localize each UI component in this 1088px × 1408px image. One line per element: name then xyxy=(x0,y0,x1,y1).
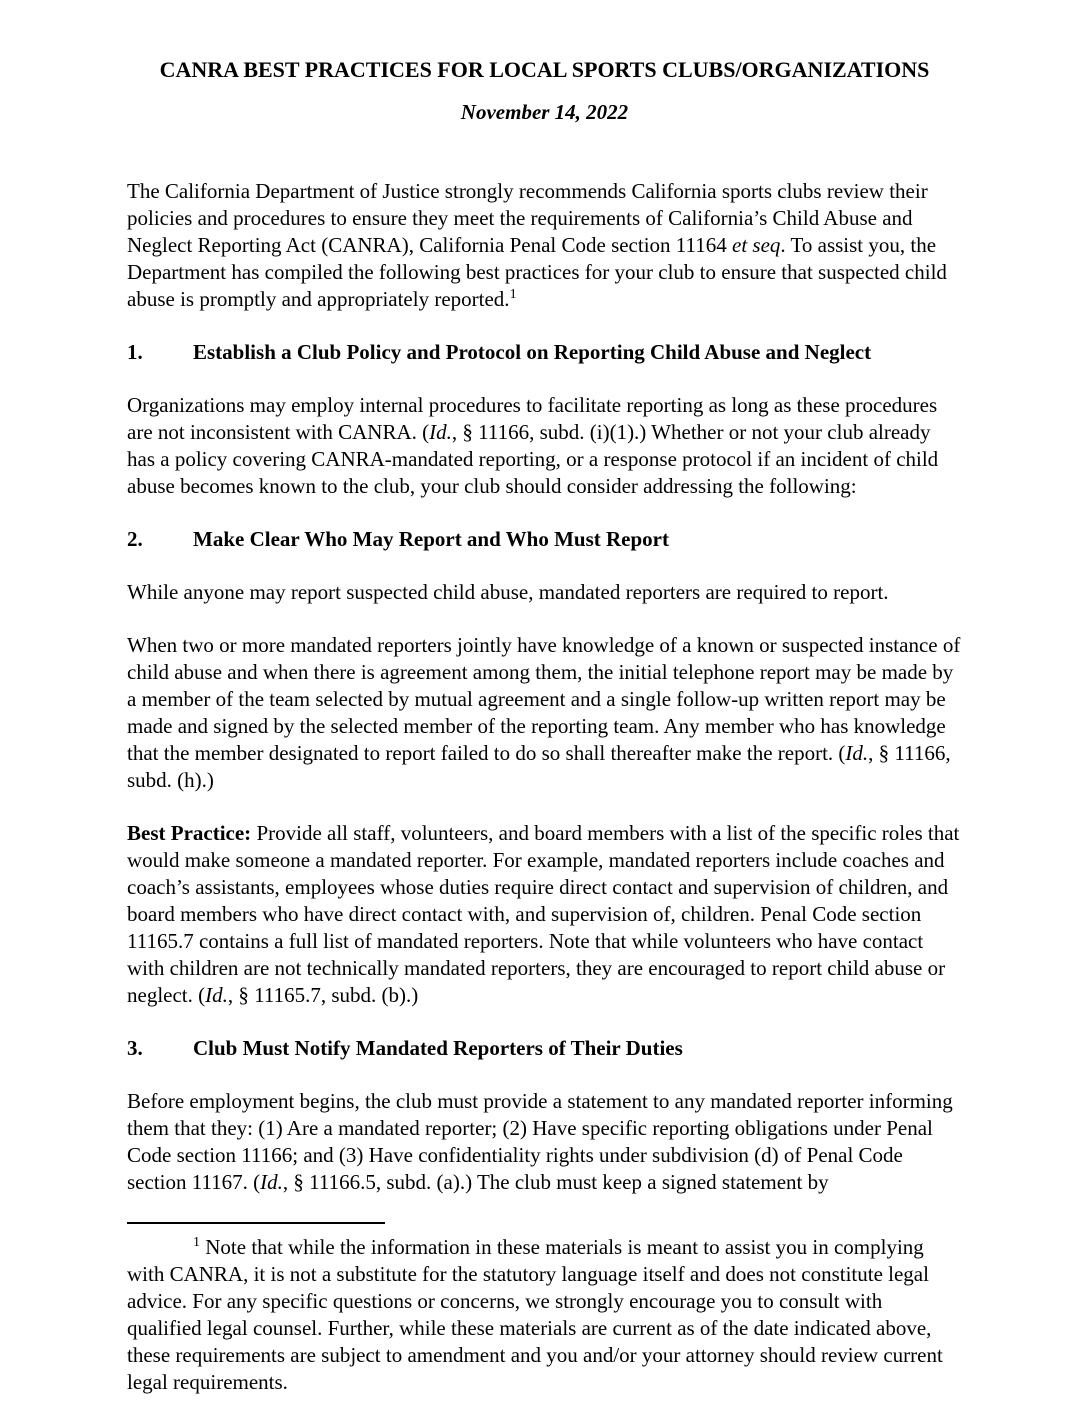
intro-paragraph xyxy=(127,178,962,313)
paragraph-text: Before employment begins, the club must provide a statement to any mandated reporter informing them that they: (1) Are a mandated reporter; (2) Have specific reporting obligations under Penal Code section 11166; and (3) Have confidentiality rights under subdivision (d) of Penal Code section 11167. ( xyxy=(127,1089,953,1194)
citation-id: Id. xyxy=(429,420,452,444)
section-2-heading xyxy=(127,526,962,553)
intro-text: The California Department of Justice strongly recommends California sports clubs review their policies and procedures to ensure they meet the requirements of California’s Child Abuse and Neglect Reporting Act (CANRA), California Penal Code section 11164 xyxy=(127,179,928,257)
paragraph-text: When two or more mandated reporters jointly have knowledge of a known or suspected instance of child abuse and when there is agreement among them, the initial telephone report may be made by a member of the team selected by mutual agreement and a single follow-up written report may be made and signed by the selected member of the reporting team. Any member who has knowledge that the member designated to report failed to do so shall thereafter make the report. ( xyxy=(127,633,961,765)
footnote-paragraph xyxy=(127,1234,962,1396)
document-title: CANRA BEST PRACTICES FOR LOCAL SPORTS CLUBS/ORGANIZATIONS xyxy=(159,57,930,82)
section-3-heading xyxy=(127,1035,962,1062)
citation-id: Id. xyxy=(205,983,228,1007)
paragraph-text: Organizations may employ internal procedures to facilitate reporting as long as these procedures are not inconsistent with CANRA. ( xyxy=(127,393,938,444)
section-2-paragraph-2 xyxy=(127,632,962,794)
latin-phrase: et seq xyxy=(732,233,781,257)
best-practice-paragraph xyxy=(127,820,962,1009)
footnote-separator xyxy=(127,1222,385,1224)
section-2-paragraph-1: While anyone may report suspected child abuse, mandated reporters are required to report. xyxy=(127,580,889,604)
section-1-paragraph xyxy=(127,392,962,500)
footnote-section xyxy=(127,1222,962,1396)
citation-id: Id. xyxy=(260,1170,283,1194)
footnote-text: Note that while the information in these materials is meant to assist you in complying with CANRA, it is not a substitute for the statutory language itself and does not constitute legal advice. For any specific questions or concerns, we strongly encourage you to consult with qualified legal counsel. Further, while these materials are current as of the date indicated above, these requirements are subject to amendment and you and/or your attorney should review current legal requirements. xyxy=(127,1235,943,1394)
intro-text: . To assist you, the Department has compiled the following best practices for your club to ensure that suspected child abuse is promptly and appropriately reported. xyxy=(127,233,947,311)
footnote-reference: 1 xyxy=(509,287,517,302)
document-date: November 14, 2022 xyxy=(460,100,629,124)
section-3-paragraph xyxy=(127,1088,962,1196)
section-number: 1. xyxy=(127,340,143,364)
best-practice-label: Best Practice: xyxy=(127,821,252,845)
paragraph-text: , § 11166.5, subd. (a).) The club must keep a signed statement by xyxy=(282,1170,829,1194)
section-1-heading xyxy=(127,339,962,366)
citation-id: Id. xyxy=(845,741,869,765)
section-heading-text: Establish a Club Policy and Protocol on Reporting Child Abuse and Neglect xyxy=(193,340,872,364)
paragraph-text: Provide all staff, volunteers, and board members with a list of the specific roles that would make someone a mandated reporter. For example, mandated reporters include coaches and coach’s assistants, employees whose duties require direct contact and supervision of children, and board members who have direct contact with, and supervision of, children. Penal Code section 11165.7 contains a full list of mandated reporters. Note that while volunteers who have contact with children are not technically mandated reporters, they are encouraged to report child abuse or neglect. ( xyxy=(127,821,960,1007)
paragraph-text: , § 11166, subd. (i)(1).) Whether or not your club already has a policy covering CANRA-mandated reporting, or a response protocol if an incident of child abuse becomes known to the club, your club should consider addressing the following: xyxy=(127,420,939,498)
paragraph-text: , § 11165.7, subd. (b).) xyxy=(227,983,419,1007)
footnote-number: 1 xyxy=(193,1235,200,1250)
section-number: 2. xyxy=(127,527,143,551)
paragraph-text: , § 11166, subd. (h).) xyxy=(127,741,951,792)
section-heading-text: Club Must Notify Mandated Reporters of Their Duties xyxy=(193,1036,683,1060)
section-heading-text: Make Clear Who May Report and Who Must Report xyxy=(193,527,669,551)
section-number: 3. xyxy=(127,1036,143,1060)
